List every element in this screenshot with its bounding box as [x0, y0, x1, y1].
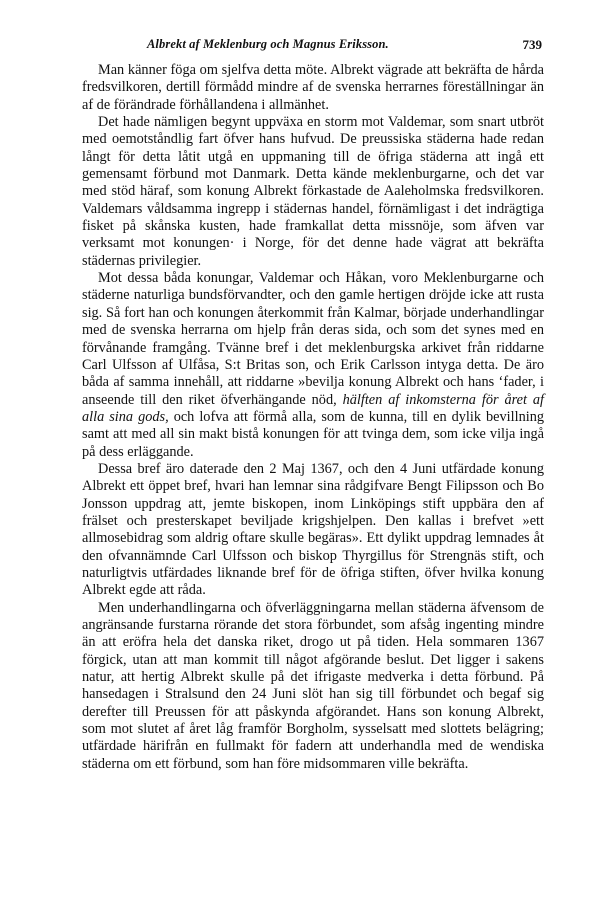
text-body — [82, 62, 544, 773]
paragraph-3-emphasis: hälften af inkomsterna för året af alla sina gods, — [82, 391, 544, 425]
paragraph-1: Man känner föga om sjelfva detta möte. Albrekt vägrade att bekräfta de hårda fredsvilkoren, dertill förmådd mindre af de svenska herrarnes föreställningar än af de förändrade förhållandena i allmänhet. — [82, 62, 544, 113]
running-header — [82, 37, 542, 57]
paragraph-2: Det hade nämligen begynt uppväxa en storm mot Valdemar, som snart utbröt med oemotståndlig fart öfver hans hufvud. De preussiska städerna hade redan långt för detta låtit utgå en uppmaning till de öfriga städerna att ingå ett gemensamt förbund mot Danmark. Detta kände meklenburgarne, och det var med stöd häraf, som konung Albrekt förkastade de Aaleholmska fredsvilkoren. Valdemars våldsamma ingrepp i städernas handel, förnämligast i det indrägtiga fisket på skånska kusten, hade framkallat detta missnöje, som äfven var verksamt mot konungen· i Norge, för det denne hade vägrat att bekräfta städernas privilegier. — [82, 114, 544, 269]
paragraph-4: Dessa bref äro daterade den 2 Maj 1367, och den 4 Juni utfärdade konung Albrekt ett öppet bref, hvari han lemnar sina rådgifvare Bengt Filipsson och Bo Jonsson uppdrag att, jemte biskopen, inom Linköpings stift uppbära den af frälset och presterskapet beviljade krigshjelpen. Den kallas i brefvet »ett allmosebidrag som aldrig oftare skulle begäras». Ett dylikt uppdrag lemnades åt den ofvannämnde Carl Ulfsson och biskop Thyrgillus för Strengnäs stift, och naturligtvis utfärdades liknande bref för de öfriga stiften, öfver hvilka konung Albrekt egde att råda. — [82, 460, 544, 599]
header-title: Albrekt af Meklenburg och Magnus Eriksson. — [147, 37, 389, 51]
paragraph-5: Men underhandlingarna och öfverläggningarna mellan städerna äfvensom de angränsande furstarna rörande det stora förbundet, som afsåg ingenting mindre än att eröfra hela det danska riket, drogo ut på tiden. Hela sommaren 1367 förgick, utan att man kommit till något afgörande beslut. Det ligger i sakens natur, att hertig Albrekt skulle på det ifrigaste medverka i detta förbund. På hansedagen i Stralsund den 24 Juni slöt han sig till förbundet och begaf sig derefter till Preussen för att påskynda afgörandet. Hans son konung Albrekt, som mot slutet af året låg framför Borgholm, sysselsatt med slottets belägring; utfärdade härifrån en fullmakt för fadern att underhandla med de wendiska städerna om ett förbund, som han före midsommaren ville bekräfta. — [82, 599, 544, 772]
page-number: 739 — [522, 37, 542, 52]
paragraph-3 — [82, 270, 544, 461]
paragraph-3-text-before: Mot dessa båda konungar, Valdemar och Håkan, voro Meklenburgarne och städerne naturliga bundsförvandter, och den gamle hertigen dröjde icke att rusta sig. Så fort han och konungen återkommit från Kalmar, började underhandlingar med de svenska herrarna om hjelp från deras sida, och som det synes med en förvånande framgång. Tvänne bref i det meklenburgska arkivet från riddarne Carl Ulfsson af Ulfåsa, S:t Britas son, och Erik Carlsson intyga detta. De äro båda af samma innehåll, att riddarne »bevilja konung Albrekt och hans ʻfader, i anseende till den riket öfverhängande nöd, — [82, 270, 544, 408]
paragraph-3-text-after: och lofva att förmå alla, som de kunna, till en dylik bevillning samt att med all sin makt bistå konungen för att tvinga dem, som icke vilja ingå på dess erläggande. — [82, 408, 544, 460]
